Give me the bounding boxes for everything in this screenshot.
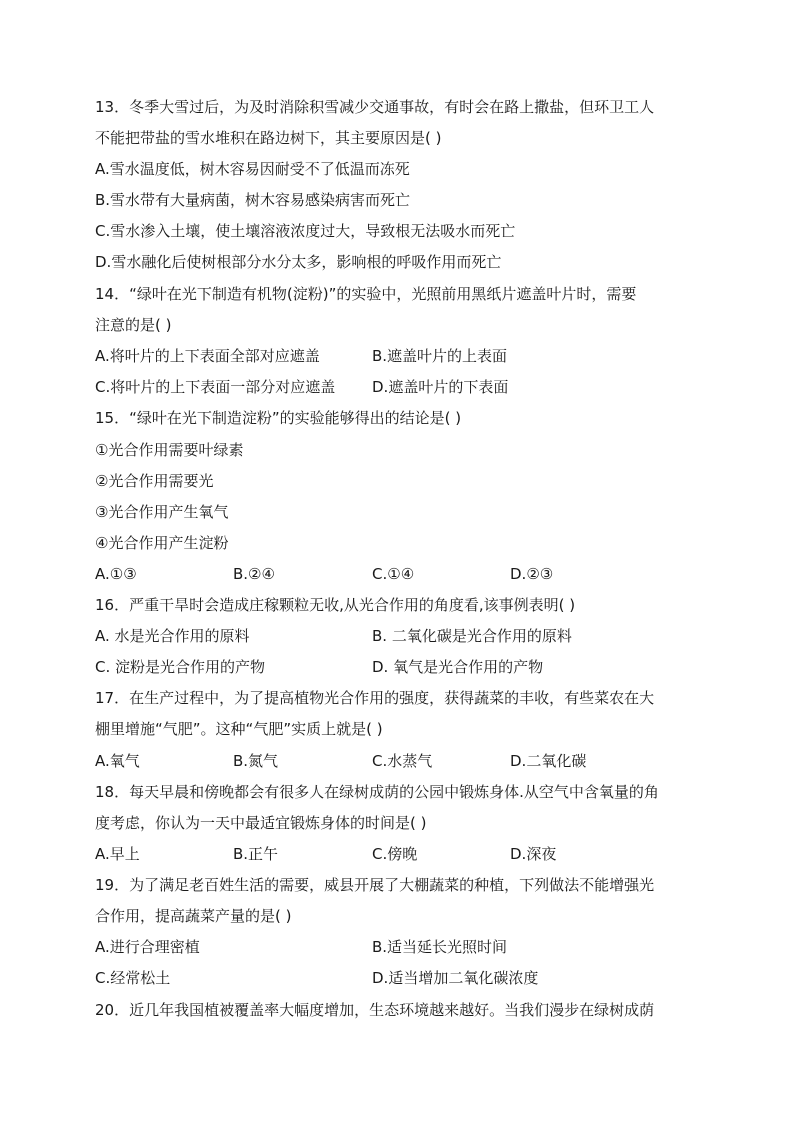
question-14-option-a: A.将叶片的上下表面全部对应遮盖 [95, 347, 320, 365]
question-20-line-1: 20．近几年我国植被覆盖率大幅度增加，生态环境越来越好。当我们漫步在绿树成荫 [95, 1001, 655, 1019]
question-17-option-a: A.氧气 [95, 752, 140, 770]
question-13-line-2: 不能把带盐的雪水堆积在路边树下，其主要原因是( ) [95, 129, 442, 147]
question-15-option-a: A.①③ [95, 565, 137, 583]
question-14-option-c: C.将叶片的上下表面一部分对应遮盖 [95, 378, 336, 396]
question-18-line-2: 度考虑，你认为一天中最适宜锻炼身体的时间是( ) [95, 814, 427, 832]
question-18-option-c: C.傍晚 [372, 845, 418, 863]
question-14-option-d: D.遮盖叶片的下表面 [372, 378, 509, 396]
question-19-option-a: A.进行合理密植 [95, 938, 200, 956]
question-15-statement-1: ①光合作用需要叶绿素 [95, 441, 244, 459]
question-13-option-a: A.雪水温度低，树木容易因耐受不了低温而冻死 [95, 160, 410, 178]
question-16-option-b: B. 二氧化碳是光合作用的原料 [372, 627, 572, 645]
question-17-line-1: 17．在生产过程中，为了提高植物光合作用的强度，获得蔬菜的丰收，有些菜农在大 [95, 689, 655, 707]
question-16-option-d: D. 氧气是光合作用的产物 [372, 658, 544, 676]
question-15-option-d: D.②③ [510, 565, 554, 583]
question-14-line-2: 注意的是( ) [95, 316, 172, 334]
question-19-option-c: C.经常松土 [95, 969, 171, 987]
question-19-option-d: D.适当增加二氧化碳浓度 [372, 969, 539, 987]
question-14-line-1: 14．“绿叶在光下制造有机物(淀粉)”的实验中，光照前用黑纸片遮盖叶片时，需要 [95, 285, 637, 303]
question-15-statement-4: ④光合作用产生淀粉 [95, 534, 229, 552]
question-16-option-a: A. 水是光合作用的原料 [95, 627, 250, 645]
question-13-option-b: B.雪水带有大量病菌，树木容易感染病害而死亡 [95, 191, 411, 209]
question-19-option-b: B.适当延长光照时间 [372, 938, 508, 956]
question-16-option-c: C. 淀粉是光合作用的产物 [95, 658, 266, 676]
question-15-option-b: B.②④ [233, 565, 275, 583]
question-18-option-b: B.正午 [233, 845, 279, 863]
question-18-option-d: D.深夜 [510, 845, 557, 863]
question-13-option-c: C.雪水渗入土壤，使土壤溶液浓度过大，导致根无法吸水而死亡 [95, 222, 516, 240]
question-13-option-d: D.雪水融化后使树根部分水分太多，影响根的呼吸作用而死亡 [95, 253, 502, 271]
question-17-option-d: D.二氧化碳 [510, 752, 587, 770]
question-16-line-1: 16．严重干旱时会造成庄稼颗粒无收,从光合作用的角度看,该事例表明( ) [95, 596, 576, 614]
question-19-line-1: 19．为了满足老百姓生活的需要，威县开展了大棚蔬菜的种植，下列做法不能增强光 [95, 876, 655, 894]
question-15-option-c: C.①④ [372, 565, 415, 583]
question-14-option-b: B.遮盖叶片的上表面 [372, 347, 508, 365]
question-17-option-b: B.氮气 [233, 752, 279, 770]
question-15-line-1: 15．“绿叶在光下制造淀粉”的实验能够得出的结论是( ) [95, 409, 462, 427]
question-17-line-2: 棚里增施“气肥”。这种“气肥”实质上就是( ) [95, 720, 383, 738]
question-15-statement-2: ②光合作用需要光 [95, 472, 214, 490]
question-18-line-1: 18．每天早晨和傍晚都会有很多人在绿树成荫的公园中锻炼身体.从空气中含氧量的角 [95, 783, 659, 801]
question-17-option-c: C.水蒸气 [372, 752, 433, 770]
question-13-line-1: 13．冬季大雪过后，为及时消除积雪减少交通事故，有时会在路上撒盐，但环卫工人 [95, 98, 655, 116]
question-18-option-a: A.早上 [95, 845, 140, 863]
question-15-statement-3: ③光合作用产生氧气 [95, 503, 229, 521]
question-19-line-2: 合作用，提高蔬菜产量的是( ) [95, 907, 292, 925]
